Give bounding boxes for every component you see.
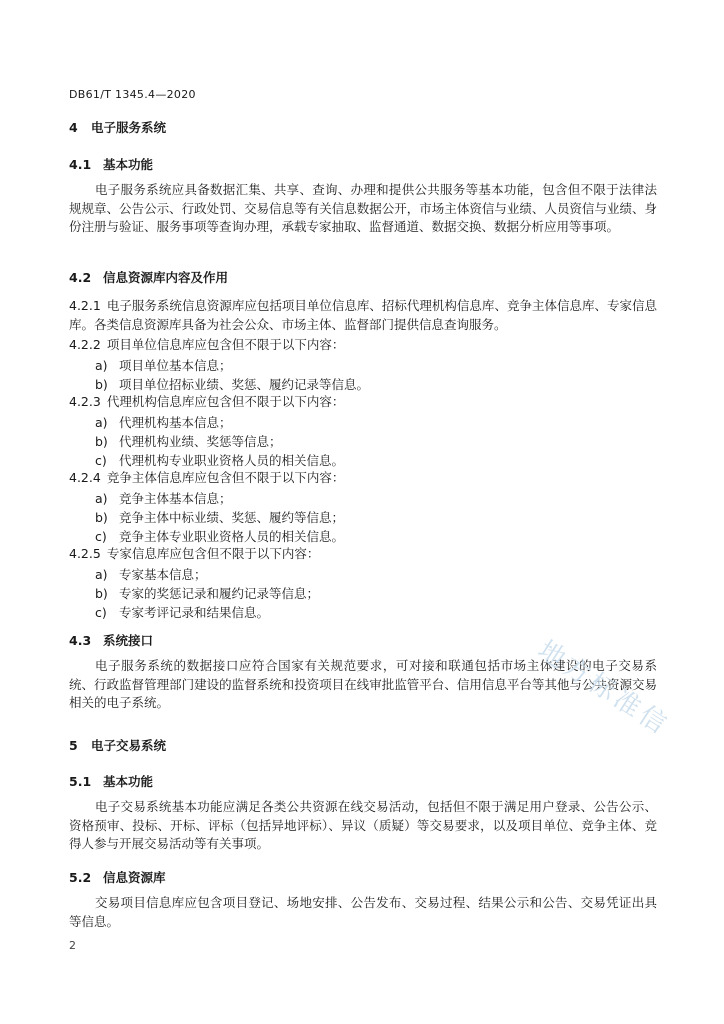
section-heading-4-3 <box>69 631 153 649</box>
list-item: b) 代理机构业绩、奖惩等信息； <box>95 434 282 449</box>
section-title: 信息资源库 <box>103 870 166 885</box>
paragraph-5-2: 交易项目信息库应包含项目登记、场地安排、公告发布、交易过程、结果公示和公告、交易凭证出具等信息。 <box>69 895 657 929</box>
list-item: a) 竞争主体基本信息； <box>95 491 232 506</box>
clause-4-2-3 <box>69 393 657 412</box>
page-number: 2 <box>69 939 76 952</box>
section-number: 5.2 <box>69 870 92 885</box>
section-number: 5 <box>69 738 78 753</box>
clause-text: 代理机构信息库应包含但不限于以下内容： <box>106 394 345 409</box>
list-item: a) 项目单位基本信息； <box>95 358 232 373</box>
list-item: b) 专家的奖惩记录和履约记录等信息； <box>95 586 320 601</box>
section-title: 电子服务系统 <box>91 120 167 135</box>
clause-4-2-2 <box>69 336 657 355</box>
paragraph-4-1: 电子服务系统应具备数据汇集、共享、查询、办理和提供公共服务等基本功能，包含但不限于法律法规规章、公告公示、行政处罚、交易信息等有关信息数据公开，市场主体资信与业绩、人员资信与业绩、身份注册与验证、服务事项等查询办理，承载专家抽取、监督通道、数据交换、数据分析应用等事项。 <box>69 182 657 234</box>
clause-number: 4.2.4 <box>69 470 101 485</box>
section-title: 基本功能 <box>103 774 154 789</box>
list-item: a) 代理机构基本信息； <box>95 415 232 430</box>
list-item: c) 代理机构专业职业资格人员的相关信息。 <box>95 453 345 468</box>
list-item: a) 专家基本信息； <box>95 567 207 582</box>
section-number: 5.1 <box>69 774 92 789</box>
section-number: 4.2 <box>69 270 92 285</box>
clause-4-2-5 <box>69 545 657 564</box>
section-heading-4 <box>69 118 166 136</box>
paragraph-4-3: 电子服务系统的数据接口应符合国家有关规范要求，可对接和联通包括市场主体建设的电子交易系统、行政监督管理部门建设的监督系统和投资项目在线审批监管平台、信用信息平台等其他与公共资源交易相关的电子系统。 <box>69 658 657 710</box>
section-heading-5 <box>69 736 166 754</box>
clause-text: 专家信息库应包含但不限于以下内容： <box>106 546 320 561</box>
section-heading-4-1 <box>69 155 153 173</box>
watermark: 地方标准信 <box>532 635 675 742</box>
clause-text: 竞争主体信息库应包含但不限于以下内容： <box>106 470 345 485</box>
list-item: b) 项目单位招标业绩、奖惩、履约记录等信息。 <box>95 377 370 392</box>
section-title: 基本功能 <box>103 157 154 172</box>
list-item: c) 竞争主体专业职业资格人员的相关信息。 <box>95 529 345 544</box>
clause-number: 4.2.1 <box>69 298 101 313</box>
section-number: 4 <box>69 120 78 135</box>
list-item: c) 专家考评记录和结果信息。 <box>95 605 270 620</box>
section-title: 信息资源库内容及作用 <box>103 270 229 285</box>
section-number: 4.3 <box>69 633 92 648</box>
section-heading-5-1 <box>69 772 153 790</box>
clause-number: 4.2.3 <box>69 394 101 409</box>
section-title: 电子交易系统 <box>91 738 167 753</box>
clause-number: 4.2.5 <box>69 546 101 561</box>
paragraph-5-1: 电子交易系统基本功能应满足各类公共资源在线交易活动，包括但不限于满足用户登录、公告公示、资格预审、投标、开标、评标（包括异地评标）、异议（质疑）等交易要求，以及项目单位、竞争主体、竞得人参与开展交易活动等有关事项。 <box>69 799 657 851</box>
list-item: b) 竞争主体中标业绩、奖惩、履约等信息； <box>95 510 345 525</box>
section-heading-5-2 <box>69 868 166 886</box>
clause-4-2-4 <box>69 469 657 488</box>
section-heading-4-2 <box>69 268 228 286</box>
clause-number: 4.2.2 <box>69 337 101 352</box>
section-title: 系统接口 <box>103 633 154 648</box>
clause-text: 电子服务系统信息资源库应包括项目单位信息库、招标代理机构信息库、竞争主体信息库、专家信息库。各类信息资源库具备为社会公众、市场主体、监督部门提供信息查询服务。 <box>69 298 657 332</box>
section-number: 4.1 <box>69 157 92 172</box>
clause-4-2-1 <box>69 297 657 334</box>
clause-text: 项目单位信息库应包含但不限于以下内容： <box>106 337 345 352</box>
standard-code: DB61/T 1345.4—2020 <box>69 88 196 101</box>
